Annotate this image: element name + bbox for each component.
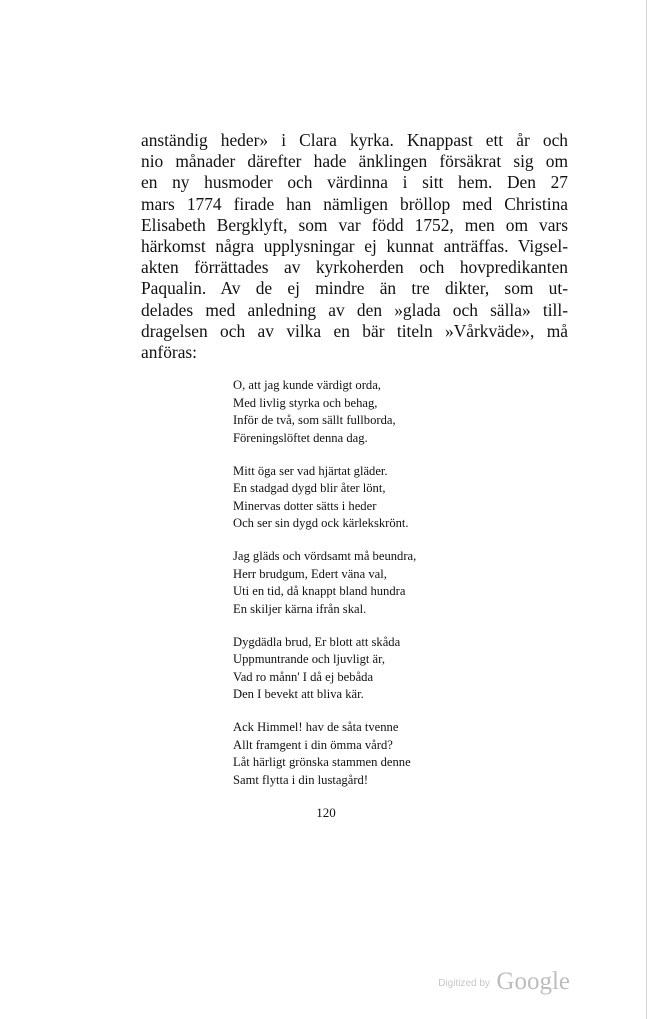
poem-stanza <box>233 548 416 618</box>
watermark-prefix: Digitized by <box>438 978 490 989</box>
poem-verse: Allt framgent i din ömma vård? <box>233 737 393 752</box>
poem-stanza <box>233 377 416 447</box>
poem-verse: Uti en tid, då knappt bland hundra <box>233 584 406 598</box>
prose-line: härkomst några upplysningar ej kunnat anträffas. Vigsel- <box>141 236 568 257</box>
poem-verse: Låt härligt grönska stammen denne <box>233 755 411 769</box>
prose-line: mars 1774 firade han nämligen bröllop med Christina <box>141 193 568 214</box>
prose-line: anständig heder» i Clara kyrka. Knappast ett år och <box>141 130 568 150</box>
poem-stanza <box>233 634 416 704</box>
poem-stanza <box>233 719 416 789</box>
poem-verse: Vad ro månn' I då ej bebåda <box>233 669 374 684</box>
prose-paragraph <box>141 130 568 363</box>
page-number: 120 <box>316 805 336 820</box>
prose-line: anföras: <box>141 342 198 363</box>
poem-verse: En skiljer kärna ifrån skal. <box>233 601 367 616</box>
watermark-brand: Google <box>496 968 570 995</box>
poem-verse: Minervas dotter sätts i heder <box>233 498 377 513</box>
poem-verse: Den I bevekt att bliva kär. <box>233 687 364 701</box>
poem <box>233 377 416 805</box>
poem-verse: Herr brudgum, Edert väna val, <box>233 566 387 581</box>
prose-line: Paqualin. Av de ej mindre än tre dikter, som ut- <box>141 278 568 299</box>
poem-verse: Och ser sin dygd ock kärlekskrönt. <box>233 516 409 530</box>
prose-line: akten förrättades av kyrkoherden och hovpredikanten <box>141 257 568 278</box>
poem-verse: O, att jag kunde värdigt orda, <box>233 378 381 392</box>
prose-line: delades med anledning av den »glada och sälla» till- <box>141 299 568 320</box>
poem-verse: Med livlig styrka och behag, <box>233 395 378 410</box>
poem-verse: Uppmuntrande och ljuvligt är, <box>233 652 385 666</box>
poem-verse: Inför de två, som sällt fullborda, <box>233 413 396 427</box>
scan-edge-line <box>646 0 647 1019</box>
poem-verse: Dygdädla brud, Er blott att skåda <box>233 634 401 649</box>
poem-stanza <box>233 463 416 533</box>
prose-line: dragelsen och av vilka en bär titeln »Vårkväde», må <box>141 320 568 341</box>
prose-line: nio månader därefter hade änklingen försäkrat sig om <box>141 151 568 172</box>
poem-verse: Samt flytta i din lustagård! <box>233 772 369 787</box>
prose-line: en ny husmoder och värdinna i sitt hem. Den 27 <box>141 172 568 193</box>
digitized-watermark <box>438 968 570 996</box>
poem-verse: Föreningslöftet denna dag. <box>233 430 368 445</box>
prose-line: Elisabeth Bergklyft, som var född 1752, men om vars <box>141 214 568 235</box>
poem-verse: Mitt öga ser vad hjärtat gläder. <box>233 463 388 478</box>
poem-verse: Ack Himmel! hav de såta tvenne <box>233 720 399 734</box>
poem-verse: En stadgad dygd blir åter lönt, <box>233 481 386 495</box>
poem-verse: Jag gläds och vördsamt må beundra, <box>233 549 417 563</box>
